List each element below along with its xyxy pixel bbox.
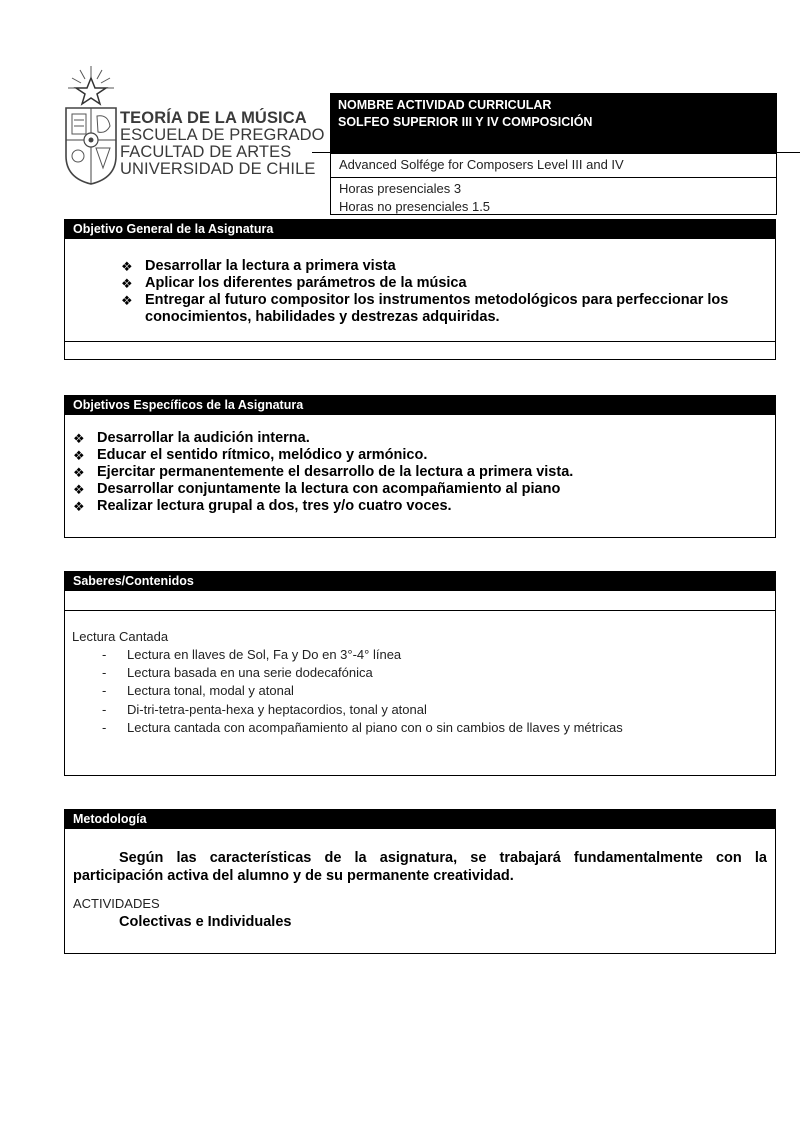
activities-label: ACTIVIDADES [73, 896, 160, 911]
diamond-bullet-icon: ❖ [121, 293, 133, 308]
dash-marker: - [102, 701, 107, 717]
activities-value: Colectivas e Individuales [119, 914, 292, 930]
general-objective-section [64, 219, 776, 360]
list-item: ❖ Realizar lectura grupal a dos, tres y/o cuatro voces. [73, 498, 452, 514]
methodology-title: Metodología [65, 810, 775, 829]
contents-heading: Lectura Cantada [72, 629, 169, 644]
list-item: ❖ Desarrollar la lectura a primera vista [121, 258, 396, 274]
section-divider [65, 341, 775, 342]
diamond-bullet-icon: ❖ [121, 276, 133, 291]
diamond-bullet-icon: ❖ [121, 259, 133, 274]
list-item: ❖ Educar el sentido rítmico, melódico y armónico. [73, 447, 428, 463]
dash-marker: - [102, 665, 107, 681]
list-item: - Lectura cantada con acompañamiento al piano con o sin cambios de llaves y métricas [72, 719, 775, 737]
general-objective-list [65, 239, 775, 341]
university-emblem [62, 64, 120, 186]
hours-presential: Horas presenciales 3 [339, 181, 462, 196]
diamond-bullet-icon: ❖ [73, 465, 85, 480]
list-item: ❖ Entregar al futuro compositor los instrumentos metodológicos para perfeccionar los conocimientos, habilidades y destrezas adquiridas. [121, 292, 729, 325]
course-title-box [330, 93, 777, 153]
logo-line-4: UNIVERSIDAD DE CHILE [120, 160, 316, 178]
contents-section [64, 571, 776, 776]
methodology-section [64, 809, 776, 954]
specific-objectives-section [64, 395, 776, 538]
logo-line-3: FACULTAD DE ARTES [120, 143, 292, 161]
general-objective-title: Objetivo General de la Asignatura [65, 220, 775, 239]
contents-list [72, 646, 775, 737]
dash-marker: - [102, 683, 107, 699]
diamond-bullet-icon: ❖ [73, 499, 85, 514]
dash-marker: - [102, 719, 107, 735]
list-item: ❖ Desarrollar la audición interna. [73, 430, 310, 446]
list-item: - Lectura en llaves de Sol, Fa y Do en 3°-4° línea [72, 646, 775, 664]
diamond-bullet-icon: ❖ [73, 482, 85, 497]
english-course-name: Advanced Solfége for Composers Level III and IV [339, 157, 624, 172]
list-item: ❖ Desarrollar conjuntamente la lectura con acompañamiento al piano [73, 481, 561, 497]
contents-body [65, 611, 775, 737]
list-item: - Lectura tonal, modal y atonal [72, 682, 775, 700]
contents-blank-row [65, 591, 775, 610]
specific-objectives-list [65, 415, 775, 515]
diamond-bullet-icon: ❖ [73, 448, 85, 463]
university-logo-text [120, 110, 325, 178]
list-item: - Di-tri-tetra-penta-hexa y heptacordios, tonal y atonal [72, 701, 775, 719]
hours-box [330, 177, 777, 215]
course-title-label: NOMBRE ACTIVIDAD CURRICULAR [338, 98, 552, 112]
hours-non-presential: Horas no presenciales 1.5 [339, 199, 491, 214]
methodology-body [65, 829, 775, 931]
specific-objectives-title: Objetivos Específicos de la Asignatura [65, 396, 775, 415]
methodology-paragraph: Según las características de la asignatura, se trabajará fundamentalmente con la participación activa del alumno y de su permanente creatividad. [73, 850, 767, 884]
list-item: - Lectura basada en una serie dodecafónica [72, 664, 775, 682]
logo-line-1: TEORÍA DE LA MÚSICA [120, 109, 307, 127]
english-name-box [330, 153, 777, 178]
dash-marker: - [102, 647, 107, 662]
course-title-name: SOLFEO SUPERIOR III Y IV COMPOSICIÓN [338, 115, 593, 129]
list-item: ❖ Ejercitar permanentemente el desarrollo de la lectura a primera vista. [73, 464, 574, 480]
contents-title: Saberes/Contenidos [65, 572, 775, 591]
list-item: ❖ Aplicar los diferentes parámetros de la música [121, 275, 467, 291]
diamond-bullet-icon: ❖ [73, 431, 85, 446]
logo-line-2: ESCUELA DE PREGRADO [120, 126, 325, 144]
